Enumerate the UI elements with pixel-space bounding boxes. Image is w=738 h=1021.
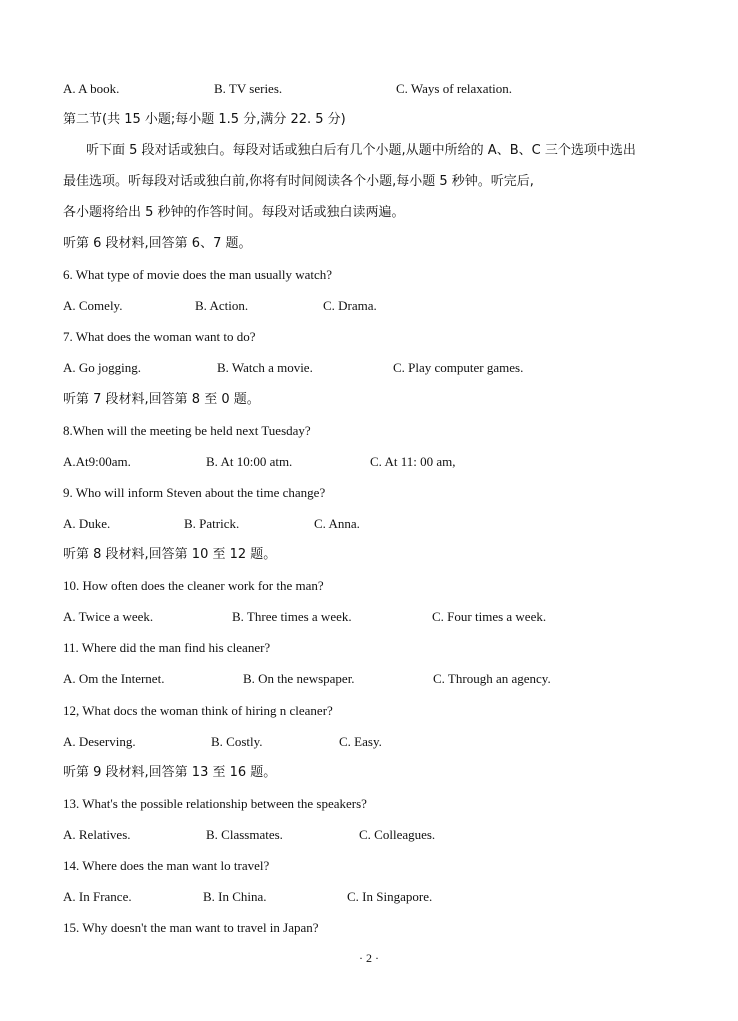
instruction-line-3: 各小题将给出 5 秒钟的作答时间。每段对话或独白读两遍。 <box>63 205 405 220</box>
option: B. Action. <box>195 298 249 313</box>
option: B. Three times a week. <box>232 609 352 624</box>
question-text: 10. How often does the cleaner work for the man? <box>63 578 324 593</box>
question-text: 7. What does the woman want to do? <box>63 329 256 344</box>
question-text: 11. Where did the man find his cleaner? <box>63 640 271 655</box>
option: B. Watch a movie. <box>217 360 313 375</box>
option: A. Om the Internet. <box>63 671 165 686</box>
option: C. Colleagues. <box>359 827 436 842</box>
instruction-line-1: 听下面 5 段对话或独白。每段对话或独白后有几个小题,从题中所给的 A、B、C 三个选项中选出 <box>86 143 636 158</box>
option: A. Comely. <box>63 298 123 313</box>
question-text: 13. What's the possible relationship between the speakers? <box>63 796 367 811</box>
question-text: 9. Who will inform Steven about the time change? <box>63 485 326 500</box>
option: A. In France. <box>63 889 132 904</box>
option: B. Patrick. <box>184 516 240 531</box>
material-heading: 听第 7 段材料,回答第 8 至 0 题。 <box>63 392 260 407</box>
option: B. In China. <box>203 889 267 904</box>
option: B. Classmates. <box>206 827 283 842</box>
option: C. Four times a week. <box>432 609 547 624</box>
material-heading: 听第 6 段材料,回答第 6、7 题。 <box>63 236 252 251</box>
page-number: · 2 · <box>359 951 379 965</box>
option: A. Relatives. <box>63 827 131 842</box>
option: C. Through an agency. <box>433 671 551 686</box>
option: C. Anna. <box>314 516 360 531</box>
instruction-line-2: 最佳选项。听每段对话或独白前,你将有时间阅读各个小题,每小题 5 秒钟。听完后, <box>63 174 534 189</box>
option: A. Deserving. <box>63 734 136 749</box>
question-text: 12, What docs the woman think of hiring n cleaner? <box>63 703 333 718</box>
option: C. At 11: 00 am, <box>370 454 456 469</box>
option: B. TV series. <box>214 81 283 96</box>
section-header: 第二节(共 15 小题;每小题 1.5 分,满分 22. 5 分) <box>63 112 346 127</box>
question-text: 14. Where does the man want lo travel? <box>63 858 270 873</box>
option: A. Go jogging. <box>63 360 141 375</box>
material-heading: 听第 9 段材料,回答第 13 至 16 题。 <box>63 765 277 780</box>
option: C. Play computer games. <box>393 360 524 375</box>
option: A. A book. <box>63 81 120 96</box>
question-text: 6. What type of movie does the man usually watch? <box>63 267 333 282</box>
option: A. Twice a week. <box>63 609 154 624</box>
question-text: 15. Why doesn't the man want to travel in Japan? <box>63 920 319 935</box>
option: B. On the newspaper. <box>243 671 355 686</box>
question-text: 8.When will the meeting be held next Tuesday? <box>63 423 311 438</box>
option: B. Costly. <box>211 734 263 749</box>
option: C. Drama. <box>323 298 377 313</box>
option: B. At 10:00 atm. <box>206 454 293 469</box>
option: A.At9:00am. <box>63 454 131 469</box>
material-heading: 听第 8 段材料,回答第 10 至 12 题。 <box>63 547 277 562</box>
option: C. Ways of relaxation. <box>396 81 513 96</box>
option: C. In Singapore. <box>347 889 433 904</box>
option: A. Duke. <box>63 516 111 531</box>
option: C. Easy. <box>339 734 382 749</box>
